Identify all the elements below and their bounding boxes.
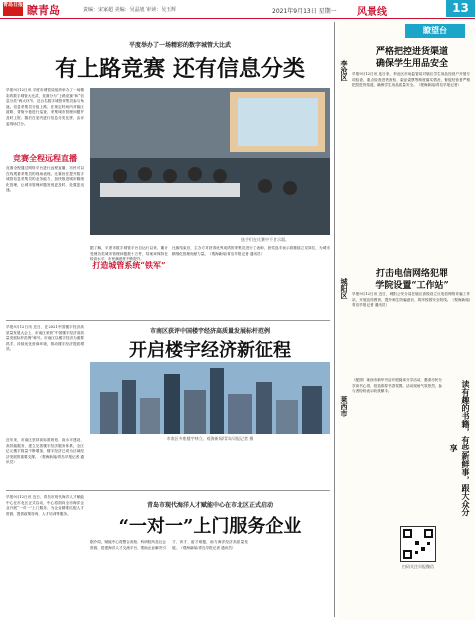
issue-date: 2021年9月13日 星期一 bbox=[272, 8, 337, 15]
section-divider bbox=[6, 320, 330, 321]
main-body-4: 比赛结束后，主办方对获得优秀成绩的采集员进行了表彰，获奖选手表示将继续立足岗位，为城市精细化管理贡献力量。（观海新闻/青岛早报记者 通讯员） bbox=[172, 246, 330, 256]
main-body-2: 竞赛全程通过网络平台进行远程直播，市民可以在线观看采集员的现场表现。比赛旨在提升数字城管信息采集员的业务能力，加快推进城市精细化管理，让城市管理问题发现更及时、处置更迅速。 bbox=[6, 166, 84, 193]
item3-body: （配图）莱西市新华书店开展阅读分享活动，邀请市民分享读书心得，营造浓厚书香氛围。活动现场气氛热烈，参与者纷纷表示收获颇丰。 bbox=[352, 378, 442, 394]
sidebar-section-title: 瞭望台 bbox=[405, 24, 465, 38]
main-body-1: 早报9月12日讯 平度市城管局组织举办了一场精彩的数字城管大比武，竞赛分为“上路竞赛”和“信息分类”两大环节，近百名数字城管采集员参与角逐。信息采集员分组上路，在规定时间内对辖区道路、背街小巷进行巡查，采集城市管理问题并及时上报；随后在室内进行信息分类比拼，由评委现场打分。 bbox=[6, 88, 84, 126]
third-kicker: 青岛市现代海洋人才赋能中心在市北区正式启动 bbox=[146, 502, 273, 509]
second-body-1: 早报9月12日讯 近日，在2021中国楼宇经济高质量发展大会上，市南区荣获“中国楼宇经济高质量发展标杆范例”称号。市南区以楼宇经济为重要抓手，持续优化营商环境，推动楼宇经济提质增效。 bbox=[6, 325, 84, 352]
sidebar-col-label-3: 莱西市 bbox=[340, 395, 349, 417]
page-number: 13 bbox=[446, 0, 475, 17]
section-divider-2 bbox=[6, 490, 330, 491]
header-divider bbox=[0, 18, 475, 19]
main-photo-caption: 选手们在比赛中不甘示弱。 bbox=[241, 237, 289, 242]
main-body-3: 据了解，平度市数字城管平台自运行以来，累计受理各类城市管理问题数十万件，结案率保持在较高水平，市民满意度不断提升。 bbox=[90, 246, 168, 262]
second-headline: 开启楼宇经济新征程 bbox=[129, 340, 291, 361]
second-kicker: 市南区获评中国楼宇经济高质量发展标杆范例 bbox=[149, 328, 270, 335]
item1-body: 早报9月12日讯 连日来，李沧区市场监管局对辖区学生用品经营户开展专项检查，重点检查进货查验、索证索票等制度落实情况，督促经营者严格把控进货渠道，确保学生用品质量安全。（观海新闻/青岛早报记者） bbox=[352, 72, 470, 88]
meeting-photo-illustration bbox=[90, 88, 330, 235]
third-headline: “一对一”上门服务企业 bbox=[118, 516, 302, 537]
item1-title: 严格把控进货渠道 bbox=[375, 47, 448, 57]
main-subhead-2: 打造城管系统“铁军” bbox=[92, 260, 166, 270]
second-photo bbox=[90, 362, 330, 434]
skyline-photo-illustration bbox=[90, 362, 330, 434]
qr-code-icon bbox=[401, 527, 435, 561]
page-header bbox=[0, 0, 475, 17]
main-subhead: 竞赛全程远程直播 bbox=[13, 153, 77, 163]
main-kicker: 平度举办了一场精彩的数字城管大比武 bbox=[128, 42, 231, 49]
sidebar-col-label-1: 李沧区 bbox=[340, 59, 349, 81]
item3-title: 读有趣的书籍，有些新鲜事，跟大众分享 bbox=[449, 380, 471, 516]
section-title: 风景线 bbox=[357, 7, 387, 18]
second-photo-caption: 市南区多座楼宇林立。观海新闻/青岛早报记者 摄 bbox=[166, 436, 254, 441]
newspaper-logo: 青岛日报 bbox=[3, 2, 23, 16]
sidebar-col-label-2: 城阳区 bbox=[340, 277, 349, 299]
item2-body: 早报9月12日讯 近日，城阳公安分局在辖区高校设立反电信网络诈骗工作站，开展宣传教育，提升师生防骗意识，筑牢校园安全防线。（观海新闻/青岛早报记者 通讯员） bbox=[352, 292, 470, 308]
third-body-2: 据介绍，赋能中心将整合高校、科研院所及社会资源，搭建海洋人才交流平台，帮助企业解决引才、育才、留才难题，助力海洋经济高质量发展。（观海新闻/青岛早报记者 通讯员） bbox=[90, 540, 248, 550]
editor-meta: 责编：宋家超 美编：吴晶旭 审读：吴玉辉 bbox=[83, 7, 177, 13]
paper-name: 瞭青岛 bbox=[27, 4, 60, 17]
third-body-1: 早报9月12日讯 近日，青岛市现代海洋人才赋能中心在市北区正式启动，中心将面向全市海洋企业开展“一对一”上门服务，为企业精准匹配人才资源，提供政策咨询、人才培训等服务。 bbox=[6, 495, 84, 516]
main-headline: 有上路竞赛 还有信息分类 bbox=[55, 56, 305, 82]
qr-code[interactable] bbox=[400, 526, 436, 562]
main-photo bbox=[90, 88, 330, 235]
item2-subtitle: 学院设置“工作站” bbox=[375, 281, 449, 291]
second-body-2: 近年来，市南区坚持高标准规划、高水平建设、高效能服务，建立完善楼宇经济服务体系，全区亿元楼宇数量不断增加，楼宇经济已成为区域经济发展的重要支撑。（观海新闻/青岛早报记者 通讯员） bbox=[6, 438, 84, 465]
item2-title: 打击电信网络犯罪 bbox=[375, 269, 448, 279]
column-divider bbox=[334, 22, 335, 617]
item1-subtitle: 确保学生用品安全 bbox=[375, 59, 448, 69]
qr-caption: 扫码关注早报微信 bbox=[402, 564, 434, 569]
